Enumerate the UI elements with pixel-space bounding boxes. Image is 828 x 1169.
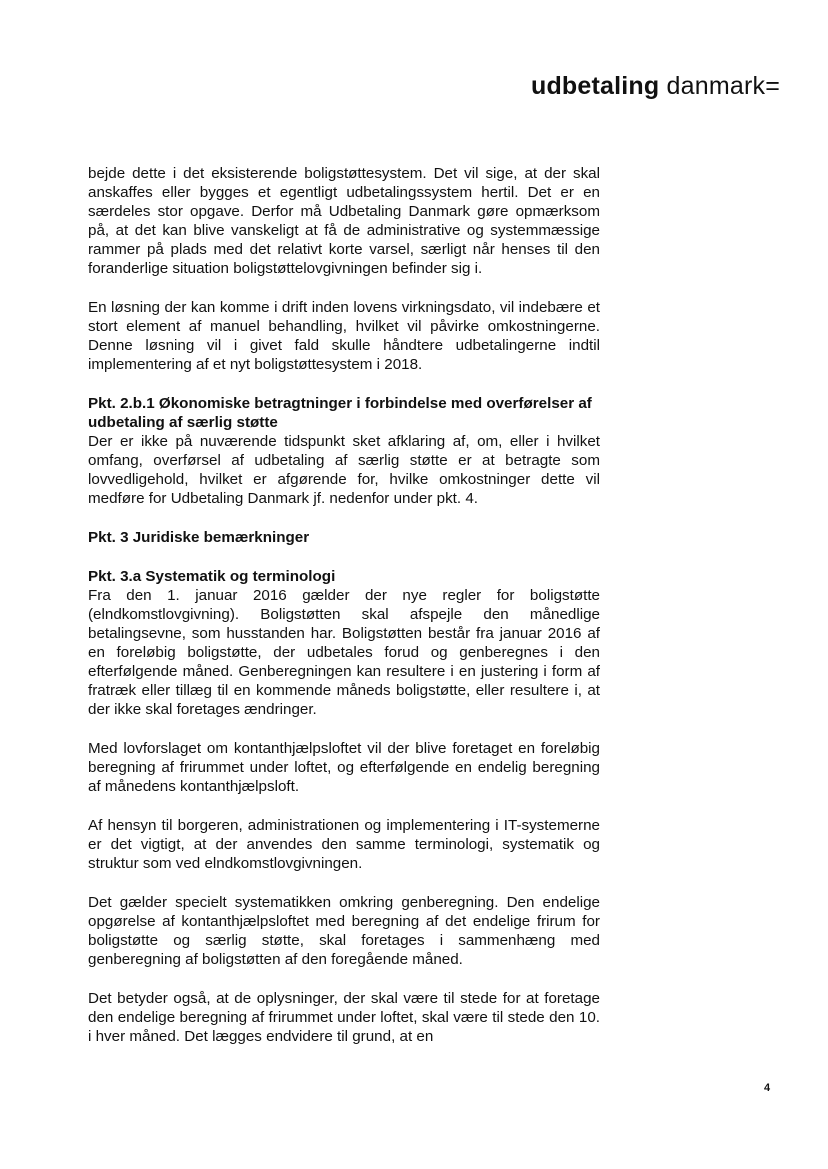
section-3a <box>88 567 600 719</box>
paragraph: En løsning der kan komme i drift inden lovens virkningsdato, vil indebære et stort element af manuel behandling, hvilket vil påvirke omkostningerne. Denne løsning vil i givet fald skulle håndtere udbetalingerne indtil implementering af et nyt boligstøttesystem i 2018. <box>88 299 600 373</box>
logo-light-text: danmark= <box>666 72 780 100</box>
section-heading: Pkt. 3 Juridiske bemærkninger <box>88 529 310 546</box>
section-heading: Pkt. 3.a Systematik og terminologi <box>88 568 336 585</box>
page-number: 4 <box>764 1082 771 1094</box>
section-text: Fra den 1. januar 2016 gælder der nye regler for boligstøtte (elndkomstlovgivning). Boligstøtten skal afspejle den månedlige betalingsevne, som husstanden har. Boligstøtten består fra januar 2016 af en foreløbig boligstøtte, der udbetales forud og genberegnes i den efterfølgende måned. Genberegningen kan resultere i en justering i form af fratræk eller tillæg til en kommende måneds boligstøtte, eller resultere i, at der ikke skal foretages ændringer. <box>88 587 600 718</box>
paragraph: Af hensyn til borgeren, administrationen og implementering i IT-systemerne er det vigtigt, at der anvendes den samme terminologi, systematik og struktur som ved elndkomstlovgivningen. <box>88 817 600 872</box>
paragraph: Det gælder specielt systematikken omkring genberegning. Den endelige opgørelse af kontanthjælpsloftet med beregning af det endelige frirum for boligstøtte og særlig støtte, skal foretages i sammenhæng med genberegning af boligstøtten af den foregående måned. <box>88 894 600 968</box>
logo-bold-text: udbetaling <box>530 72 660 100</box>
paragraph: Med lovforslaget om kontanthjælpsloftet vil der blive foretaget en foreløbig beregning af frirummet under loftet, og efterfølgende en endelig beregning af månedens kontanthjælpsloft. <box>88 740 600 795</box>
paragraph: bejde dette i det eksisterende boligstøttesystem. Det vil sige, at der skal anskaffes eller bygges et egentligt udbetalingssystem hertil. Det er en særdeles stor opgave. Derfor må Udbetaling Danmark gøre opmærksom på, at det kan blive vanskeligt at få de administrative og systemmæssige rammer på plads med det relativt korte varsel, særligt når henses til den foranderlige situation boligstøttelovgivningen befinder sig i. <box>88 165 600 277</box>
logo <box>531 72 780 101</box>
document-body <box>88 164 600 1066</box>
section-text: Der er ikke på nuværende tidspunkt sket afklaring af, om, eller i hvilket omfang, overførsel af udbetaling af særlig støtte er at betragte som lovvedligehold, hvilket er afgørende for, hvilke omkostninger dette vil medføre for Udbetaling Danmark jf. nedenfor under pkt. 4. <box>88 433 600 507</box>
section-heading: Pkt. 2.b.1 Økonomiske betragtninger i forbindelse med overførelser af udbetaling af særlig støtte <box>88 395 592 431</box>
paragraph: Det betyder også, at de oplysninger, der skal være til stede for at foretage den endelige beregning af frirummet under loftet, skal være til stede den 10. i hver måned. Det lægges endvidere til grund, at en <box>88 990 600 1045</box>
section-2b1 <box>88 394 600 508</box>
section-3 <box>88 528 600 547</box>
